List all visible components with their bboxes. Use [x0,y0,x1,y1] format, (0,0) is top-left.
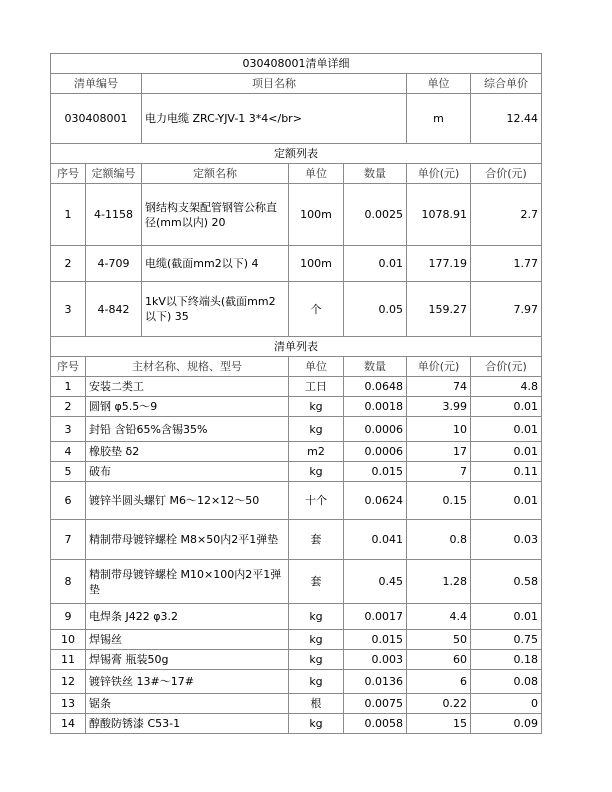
materials-qty: 0.015 [344,462,407,482]
materials-price: 3.99 [407,397,471,417]
materials-unit: kg [289,604,344,630]
materials-qty: 0.015 [344,630,407,650]
materials-seq: 8 [51,560,86,604]
quota-code-header: 定额编号 [86,164,142,184]
quota-price: 159.27 [407,282,471,337]
materials-seq: 6 [51,482,86,520]
materials-seq: 11 [51,650,86,670]
materials-row [51,442,542,462]
materials-total: 0.03 [471,520,542,560]
quota-name: 1kV以下终端头(截面mm2以下) 35 [142,282,289,337]
materials-total: 0.01 [471,482,542,520]
materials-total: 0.58 [471,560,542,604]
materials-row [51,650,542,670]
quota-price: 177.19 [407,246,471,282]
materials-total: 0.75 [471,630,542,650]
materials-qty: 0.0136 [344,670,407,694]
quota-qty: 0.01 [344,246,407,282]
materials-total-header: 合价(元) [471,357,542,377]
materials-qty: 0.0006 [344,417,407,442]
materials-qty: 0.0624 [344,482,407,520]
materials-name: 精制带母镀锌螺栓 M10×100内2平1弹垫 [86,560,289,604]
bill-price: 12.44 [471,94,542,144]
materials-name: 焊锡丝 [86,630,289,650]
materials-unit: kg [289,714,344,734]
materials-price: 50 [407,630,471,650]
bill-price-header: 综合单价 [471,74,542,94]
materials-seq: 12 [51,670,86,694]
bill-detail-sheet [50,53,541,734]
materials-price: 10 [407,417,471,442]
quota-seq-header: 序号 [51,164,86,184]
quota-price: 1078.91 [407,184,471,246]
quota-name-header: 定额名称 [142,164,289,184]
quota-seq: 1 [51,184,86,246]
materials-seq: 10 [51,630,86,650]
materials-row [51,417,542,442]
materials-unit: kg [289,397,344,417]
materials-seq: 14 [51,714,86,734]
materials-price: 1.28 [407,560,471,604]
materials-qty-header: 数量 [344,357,407,377]
materials-price: 7 [407,462,471,482]
materials-name: 破布 [86,462,289,482]
quota-code: 4-1158 [86,184,142,246]
materials-row [51,670,542,694]
materials-name: 安装二类工 [86,377,289,397]
materials-name: 焊锡膏 瓶装50g [86,650,289,670]
materials-qty: 0.0075 [344,694,407,714]
materials-qty: 0.45 [344,560,407,604]
materials-seq: 1 [51,377,86,397]
quota-row [51,282,542,337]
materials-price: 0.22 [407,694,471,714]
materials-name-header: 主材名称、规格、型号 [86,357,289,377]
quota-unit: 个 [289,282,344,337]
materials-unit: m2 [289,442,344,462]
materials-row [51,397,542,417]
materials-price: 17 [407,442,471,462]
quota-seq: 3 [51,282,86,337]
materials-name: 圆钢 φ5.5～9 [86,397,289,417]
quota-code: 4-842 [86,282,142,337]
materials-seq: 3 [51,417,86,442]
materials-unit: kg [289,417,344,442]
materials-total: 0.08 [471,670,542,694]
quota-qty-header: 数量 [344,164,407,184]
materials-total: 0.01 [471,604,542,630]
materials-row [51,520,542,560]
materials-unit: kg [289,670,344,694]
materials-qty: 0.0006 [344,442,407,462]
materials-price: 4.4 [407,604,471,630]
quota-section-title: 定额列表 [51,144,542,164]
quota-total: 7.97 [471,282,542,337]
materials-total: 0.09 [471,714,542,734]
bill-name-header: 项目名称 [142,74,407,94]
quota-total: 1.77 [471,246,542,282]
materials-qty: 0.041 [344,520,407,560]
materials-seq: 5 [51,462,86,482]
materials-row [51,462,542,482]
materials-name: 封铅 含铅65%含锡35% [86,417,289,442]
quota-row [51,184,542,246]
materials-unit: 套 [289,520,344,560]
quota-seq: 2 [51,246,86,282]
materials-price: 15 [407,714,471,734]
quota-qty: 0.0025 [344,184,407,246]
materials-total: 4.8 [471,377,542,397]
sheet-title: 030408001清单详细 [51,54,542,74]
materials-row [51,377,542,397]
materials-total: 0.18 [471,650,542,670]
materials-total: 0.01 [471,442,542,462]
materials-unit: 十个 [289,482,344,520]
quota-code: 4-709 [86,246,142,282]
materials-price: 0.15 [407,482,471,520]
materials-total: 0.11 [471,462,542,482]
quota-unit-header: 单位 [289,164,344,184]
materials-price: 0.8 [407,520,471,560]
quota-unit: 100m [289,246,344,282]
materials-seq: 9 [51,604,86,630]
quota-unit: 100m [289,184,344,246]
quota-total: 2.7 [471,184,542,246]
materials-row [51,482,542,520]
bill-unit-header: 单位 [407,74,471,94]
bill-detail-table [50,53,542,734]
materials-qty: 0.003 [344,650,407,670]
materials-price: 6 [407,670,471,694]
materials-section-title: 清单列表 [51,337,542,357]
materials-seq: 4 [51,442,86,462]
bill-code-header: 清单编号 [51,74,142,94]
materials-row [51,694,542,714]
materials-name: 镀锌半圆头螺钉 M6～12×12～50 [86,482,289,520]
materials-row [51,714,542,734]
materials-unit: kg [289,650,344,670]
bill-unit: m [407,94,471,144]
materials-name: 橡胶垫 δ2 [86,442,289,462]
materials-unit: kg [289,462,344,482]
materials-seq: 2 [51,397,86,417]
materials-unit: kg [289,630,344,650]
materials-qty: 0.0017 [344,604,407,630]
materials-name: 镀锌铁丝 13#～17# [86,670,289,694]
materials-row [51,630,542,650]
materials-unit: 根 [289,694,344,714]
materials-qty: 0.0018 [344,397,407,417]
materials-total: 0 [471,694,542,714]
materials-seq: 13 [51,694,86,714]
materials-price-header: 单价(元) [407,357,471,377]
materials-row [51,560,542,604]
materials-name: 电焊条 J422 φ3.2 [86,604,289,630]
quota-qty: 0.05 [344,282,407,337]
materials-unit-header: 单位 [289,357,344,377]
bill-code: 030408001 [51,94,142,144]
materials-name: 醇酸防锈漆 C53-1 [86,714,289,734]
materials-unit: 工日 [289,377,344,397]
materials-price: 60 [407,650,471,670]
materials-qty: 0.0648 [344,377,407,397]
quota-price-header: 单价(元) [407,164,471,184]
materials-seq-header: 序号 [51,357,86,377]
materials-name: 精制带母镀锌螺栓 M8×50内2平1弹垫 [86,520,289,560]
materials-seq: 7 [51,520,86,560]
materials-name: 锯条 [86,694,289,714]
quota-name: 电缆(截面mm2以下) 4 [142,246,289,282]
quota-total-header: 合价(元) [471,164,542,184]
quota-row [51,246,542,282]
materials-price: 74 [407,377,471,397]
quota-name: 钢结构支架配管钢管公称直径(mm以内) 20 [142,184,289,246]
materials-unit: 套 [289,560,344,604]
materials-row [51,604,542,630]
bill-name: 电力电缆 ZRC-YJV-1 3*4</br> [142,94,407,144]
materials-qty: 0.0058 [344,714,407,734]
materials-total: 0.01 [471,417,542,442]
materials-total: 0.01 [471,397,542,417]
